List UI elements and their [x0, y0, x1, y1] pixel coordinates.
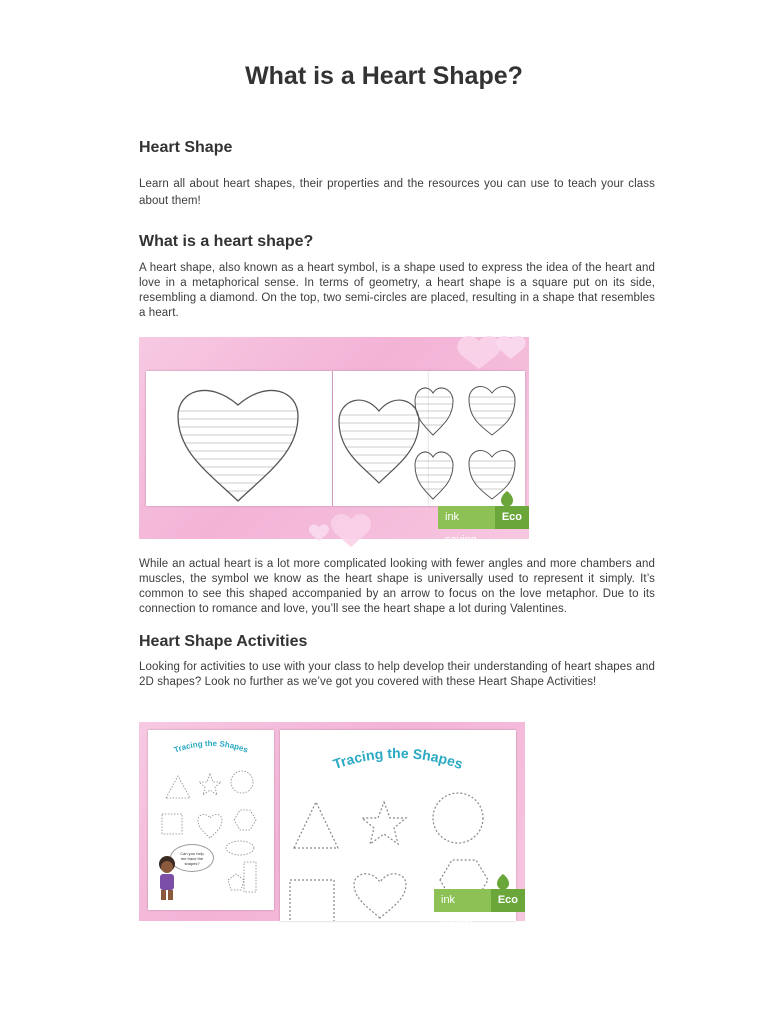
- ink-saving-label: ink saving: [438, 506, 495, 529]
- heading-heart-shape: Heart Shape: [139, 139, 233, 156]
- small-tracing-sheet: [148, 730, 274, 910]
- actual-heart-paragraph: While an actual heart is a lot more complicated looking with fewer angles and more chambers and muscles, the symbol we know as the heart shape is universally used to represent it simply. It’s common to see this shaped accompanied by an arrow to focus on the love metaphor. Due to its connection to romance and love, you’ll see the heart shape a lot during Valentines.: [139, 558, 655, 615]
- intro-paragraph: Learn all about heart shapes, their properties and the resources you can use to teach your class about them!: [139, 178, 655, 207]
- medium-heart-sheet: [333, 371, 431, 506]
- page-title: What is a Heart Shape?: [245, 62, 523, 90]
- large-lined-heart: [146, 371, 332, 506]
- ink-saving-badge-2: [434, 889, 525, 929]
- leaf-icon: [495, 491, 519, 507]
- eco-label: Eco: [495, 506, 529, 529]
- large-sheet-title: Tracing the Shapes: [330, 744, 466, 773]
- leaf-icon-2: [491, 874, 515, 890]
- eco-label-2: Eco: [491, 889, 525, 912]
- medium-lined-heart: [333, 371, 431, 506]
- heading-what-is-heart-shape: What is a heart shape?: [139, 233, 314, 250]
- activities-paragraph: Looking for activities to use with your class to help develop their understanding of heart shapes and 2D shapes? Look no further as we’ve got you covered with these Heart Shape Activities!: [139, 661, 655, 688]
- svg-text:Tracing the Shapes: [173, 739, 250, 755]
- child-character-illustration: [152, 854, 182, 904]
- svg-text:Tracing the Shapes: [331, 745, 465, 772]
- ink-saving-badge: [438, 506, 529, 546]
- ink-saving-label-2: ink saving: [434, 889, 491, 912]
- small-hearts-sheet: [429, 371, 525, 506]
- heart-templates-image: [139, 337, 529, 546]
- speech-bubble-text: Can you help me trace the shapes?: [180, 850, 204, 866]
- tracing-shapes-image: [139, 722, 525, 929]
- what-paragraph: A heart shape, also known as a heart symbol, is a shape used to express the idea of the heart and love in a metaphorical sense. In terms of geometry, a heart shape is a square put on its side, resembling a diamond. On the top, two semi-circles are placed, resulting in a shape that resembles a heart.: [139, 262, 655, 319]
- small-lined-hearts: [429, 371, 525, 506]
- small-sheet-title: Tracing the Shapes: [172, 738, 250, 755]
- large-heart-sheet: [146, 371, 332, 506]
- heading-heart-shape-activities: Heart Shape Activities: [139, 633, 308, 650]
